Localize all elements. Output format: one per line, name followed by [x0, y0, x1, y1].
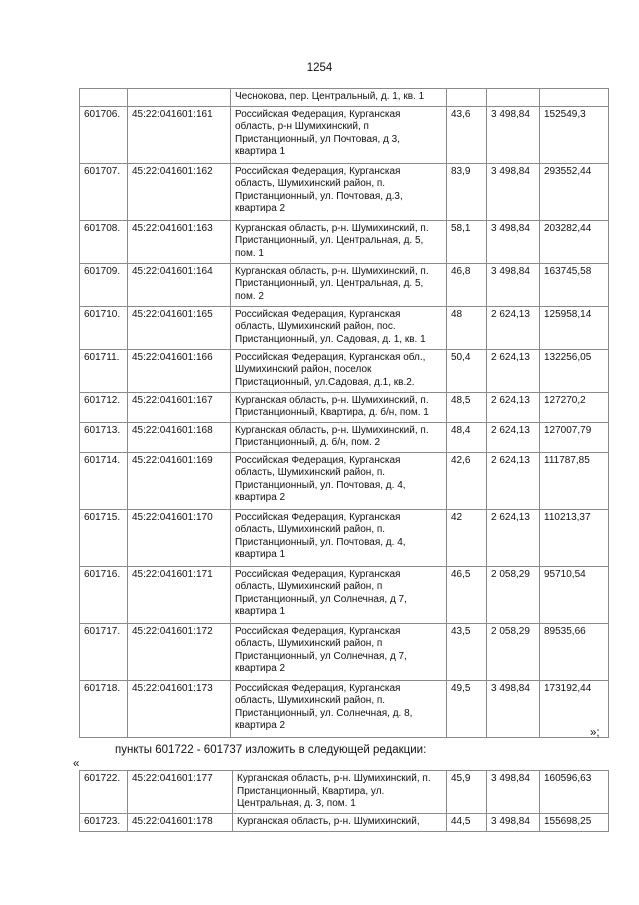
- table-row: [80, 814, 609, 832]
- cadastral-number-cell: 45:22:041601:163: [128, 220, 231, 263]
- row-number-cell: 601718.: [80, 680, 128, 737]
- area-cell: 42: [447, 509, 487, 566]
- cadastral-rate-cell: 2 624,13: [487, 306, 540, 349]
- cadastral-rate-cell: 2 624,13: [487, 422, 540, 452]
- row-number-cell: 601716.: [80, 566, 128, 623]
- row-number-cell: 601714.: [80, 452, 128, 509]
- area-cell: 43,6: [447, 106, 487, 163]
- area-cell: 48,5: [447, 392, 487, 422]
- table-row: [80, 680, 609, 737]
- cadastral-value-cell: 160596,63: [540, 771, 609, 814]
- cadastral-number-cell: 45:22:041601:165: [128, 306, 231, 349]
- table-row: [80, 89, 609, 107]
- cadastral-value-cell: 173192,44: [540, 680, 609, 737]
- row-number-cell: [80, 89, 128, 107]
- row-number-cell: 601712.: [80, 392, 128, 422]
- area-cell: 50,4: [447, 349, 487, 392]
- cadastral-rate-cell: 2 624,13: [487, 392, 540, 422]
- cadastral-rate-cell: 3 498,84: [487, 680, 540, 737]
- row-number-cell: 601723.: [80, 814, 128, 832]
- table-row: [80, 263, 609, 306]
- row-number-cell: 601717.: [80, 623, 128, 680]
- row-number-cell: 601709.: [80, 263, 128, 306]
- cadastral-value-cell: 127270,2: [540, 392, 609, 422]
- address-cell: Курганская область, р-н. Шумихинский, п. Пристанционный, ул. Центральная, д. 5, пом. 1: [231, 220, 447, 263]
- row-number-cell: 601708.: [80, 220, 128, 263]
- area-cell: 44,5: [447, 814, 487, 832]
- address-cell: Российская Федерация, Курганская область, Шумихинский район, п Пристанционный, ул Солнечная, д 7, квартира 1: [231, 566, 447, 623]
- cadastral-number-cell: 45:22:041601:170: [128, 509, 231, 566]
- cadastral-number-cell: 45:22:041601:173: [128, 680, 231, 737]
- table-row: [80, 509, 609, 566]
- opening-quote: «: [73, 758, 80, 770]
- cadastral-rate-cell: 3 498,84: [487, 263, 540, 306]
- cadastral-number-cell: 45:22:041601:167: [128, 392, 231, 422]
- table-row: [80, 163, 609, 220]
- address-cell: Российская Федерация, Курганская область, р-н Шумихинский, п Пристанционный, ул Почтовая, д 3, квартира 1: [231, 106, 447, 163]
- cadastral-value-cell: 111787,85: [540, 452, 609, 509]
- cadastral-rate-cell: 2 624,13: [487, 452, 540, 509]
- address-cell: Курганская область, р-н. Шумихинский, п. Пристанционный, ул. Центральная, д. 5, пом. 2: [231, 263, 447, 306]
- cadastral-value-cell: 155698,25: [540, 814, 609, 832]
- property-table-amended: [79, 770, 609, 832]
- cadastral-number-cell: 45:22:041601:169: [128, 452, 231, 509]
- amendment-instruction: пункты 601722 - 601737 изложить в следующей редакции:: [115, 744, 427, 756]
- cadastral-value-cell: 89535,66: [540, 623, 609, 680]
- cadastral-rate-cell: 2 058,29: [487, 566, 540, 623]
- address-cell: Курганская область, р-н. Шумихинский,: [233, 814, 447, 832]
- cadastral-number-cell: 45:22:041601:164: [128, 263, 231, 306]
- row-number-cell: 601711.: [80, 349, 128, 392]
- cadastral-number-cell: 45:22:041601:166: [128, 349, 231, 392]
- cadastral-value-cell: 95710,54: [540, 566, 609, 623]
- cadastral-value-cell: 125958,14: [540, 306, 609, 349]
- cadastral-value-cell: 203282,44: [540, 220, 609, 263]
- table-row: [80, 349, 609, 392]
- cadastral-rate-cell: 3 498,84: [487, 814, 540, 832]
- area-cell: 42,6: [447, 452, 487, 509]
- cadastral-value-cell: 163745,58: [540, 263, 609, 306]
- table-row: [80, 566, 609, 623]
- cadastral-value-cell: 293552,44: [540, 163, 609, 220]
- area-cell: 45,9: [447, 771, 487, 814]
- area-cell: 48,4: [447, 422, 487, 452]
- cadastral-rate-cell: 3 498,84: [487, 771, 540, 814]
- cadastral-value-cell: 127007,79: [540, 422, 609, 452]
- cadastral-number-cell: [128, 89, 231, 107]
- cadastral-number-cell: 45:22:041601:161: [128, 106, 231, 163]
- cadastral-number-cell: 45:22:041601:177: [128, 771, 233, 814]
- table-row: [80, 422, 609, 452]
- area-cell: 46,5: [447, 566, 487, 623]
- area-cell: 83,9: [447, 163, 487, 220]
- address-cell: Чеснокова, пер. Центральный, д. 1, кв. 1: [231, 89, 447, 107]
- cadastral-number-cell: 45:22:041601:171: [128, 566, 231, 623]
- area-cell: 58,1: [447, 220, 487, 263]
- cadastral-value-cell: 132256,05: [540, 349, 609, 392]
- address-cell: Российская Федерация, Курганская область, Шумихинский район, п. Пристанционный, ул. Солнечная, д. 8, квартира 2: [231, 680, 447, 737]
- address-cell: Российская Федерация, Курганская область, Шумихинский район, п. Пристанционный, ул. Почтовая, д. 4, квартира 2: [231, 452, 447, 509]
- area-cell: 48: [447, 306, 487, 349]
- cadastral-rate-cell: [487, 89, 540, 107]
- cadastral-value-cell: 152549,3: [540, 106, 609, 163]
- row-number-cell: 601722.: [80, 771, 128, 814]
- cadastral-rate-cell: 3 498,84: [487, 106, 540, 163]
- cadastral-number-cell: 45:22:041601:162: [128, 163, 231, 220]
- table-row: [80, 306, 609, 349]
- table-row: [80, 623, 609, 680]
- cadastral-rate-cell: 2 058,29: [487, 623, 540, 680]
- address-cell: Российская Федерация, Курганская область, Шумихинский район, п. Пристанционный, ул. Почтовая, д.3, квартира 2: [231, 163, 447, 220]
- area-cell: 49,5: [447, 680, 487, 737]
- page-number: 1254: [306, 62, 333, 74]
- table-row: [80, 106, 609, 163]
- row-number-cell: 601715.: [80, 509, 128, 566]
- area-cell: [447, 89, 487, 107]
- closing-quote: »;: [590, 727, 600, 739]
- cadastral-value-cell: [540, 89, 609, 107]
- address-cell: Курганская область, р-н. Шумихинский, п. Пристанционный, Квартира, ул. Центральная, д. 3, пом. 1: [233, 771, 447, 814]
- cadastral-number-cell: 45:22:041601:168: [128, 422, 231, 452]
- cadastral-number-cell: 45:22:041601:178: [128, 814, 233, 832]
- cadastral-rate-cell: 3 498,84: [487, 163, 540, 220]
- row-number-cell: 601710.: [80, 306, 128, 349]
- row-number-cell: 601707.: [80, 163, 128, 220]
- cadastral-rate-cell: 2 624,13: [487, 349, 540, 392]
- address-cell: Российская Федерация, Курганская область, Шумихинский район, п Пристанционный, ул Солнечная, д 7, квартира 2: [231, 623, 447, 680]
- area-cell: 43,5: [447, 623, 487, 680]
- table-row: [80, 452, 609, 509]
- address-cell: Курганская область, р-н. Шумихинский, п. Пристанционный, д. б/н, пом. 2: [231, 422, 447, 452]
- cadastral-rate-cell: 2 624,13: [487, 509, 540, 566]
- address-cell: Курганская область, р-н. Шумихинский, п. Пристанционный, Квартира, д. б/н, пом. 1: [231, 392, 447, 422]
- table-row: [80, 220, 609, 263]
- property-table: [79, 88, 609, 738]
- cadastral-number-cell: 45:22:041601:172: [128, 623, 231, 680]
- area-cell: 46,8: [447, 263, 487, 306]
- row-number-cell: 601706.: [80, 106, 128, 163]
- cadastral-value-cell: 110213,37: [540, 509, 609, 566]
- address-cell: Российская Федерация, Курганская обл., Шумихинский район, поселок Пристационный, ул.Садовая, д.1, кв.2.: [231, 349, 447, 392]
- address-cell: Российская Федерация, Курганская область, Шумихинский район, п. Пристанционный, ул. Почтовая, д. 4, квартира 1: [231, 509, 447, 566]
- cadastral-rate-cell: 3 498,84: [487, 220, 540, 263]
- table-row: [80, 392, 609, 422]
- row-number-cell: 601713.: [80, 422, 128, 452]
- address-cell: Российская Федерация, Курганская область, Шумихинский район, пос. Пристанционный, ул. Садовая, д. 1, кв. 1: [231, 306, 447, 349]
- table-row: [80, 771, 609, 814]
